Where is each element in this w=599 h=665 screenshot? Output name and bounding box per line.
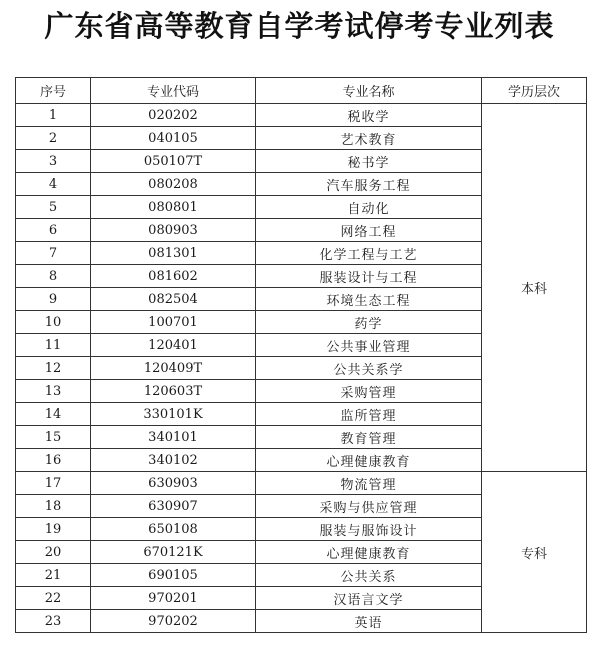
major-name-cell: 监所管理 xyxy=(256,403,482,426)
serial-number-cell: 23 xyxy=(16,610,91,633)
major-name-cell: 汉语言文学 xyxy=(256,587,482,610)
major-name-cell: 自动化 xyxy=(256,196,482,219)
serial-number-cell: 14 xyxy=(16,403,91,426)
serial-number-cell: 11 xyxy=(16,334,91,357)
major-name-cell: 公共事业管理 xyxy=(256,334,482,357)
major-name-cell: 心理健康教育 xyxy=(256,541,482,564)
serial-number-cell: 8 xyxy=(16,265,91,288)
serial-number-cell: 17 xyxy=(16,472,91,495)
major-code-cell: 080208 xyxy=(91,173,256,196)
education-level-cell: 专科 xyxy=(482,472,587,633)
major-code-cell: 120603T xyxy=(91,380,256,403)
serial-number-cell: 7 xyxy=(16,242,91,265)
major-code-cell: 970201 xyxy=(91,587,256,610)
major-name-cell: 心理健康教育 xyxy=(256,449,482,472)
table-row xyxy=(16,472,587,495)
table-body xyxy=(16,104,587,633)
major-code-cell: 080903 xyxy=(91,219,256,242)
education-level-cell: 本科 xyxy=(482,104,587,472)
major-code-cell: 120409T xyxy=(91,357,256,380)
major-name-cell: 服装与服饰设计 xyxy=(256,518,482,541)
serial-number-cell: 13 xyxy=(16,380,91,403)
header-education-level: 学历层次 xyxy=(482,78,587,104)
header-major-code: 专业代码 xyxy=(91,78,256,104)
major-name-cell: 英语 xyxy=(256,610,482,633)
header-serial-number: 序号 xyxy=(16,78,91,104)
major-code-cell: 080801 xyxy=(91,196,256,219)
major-name-cell: 艺术教育 xyxy=(256,127,482,150)
serial-number-cell: 5 xyxy=(16,196,91,219)
header-major-name: 专业名称 xyxy=(256,78,482,104)
serial-number-cell: 15 xyxy=(16,426,91,449)
major-name-cell: 网络工程 xyxy=(256,219,482,242)
serial-number-cell: 2 xyxy=(16,127,91,150)
serial-number-cell: 9 xyxy=(16,288,91,311)
major-code-cell: 050107T xyxy=(91,150,256,173)
major-code-cell: 670121K xyxy=(91,541,256,564)
serial-number-cell: 20 xyxy=(16,541,91,564)
serial-number-cell: 10 xyxy=(16,311,91,334)
major-code-cell: 330101K xyxy=(91,403,256,426)
major-code-cell: 630903 xyxy=(91,472,256,495)
major-code-cell: 690105 xyxy=(91,564,256,587)
major-name-cell: 采购管理 xyxy=(256,380,482,403)
major-code-cell: 100701 xyxy=(91,311,256,334)
serial-number-cell: 1 xyxy=(16,104,91,127)
serial-number-cell: 21 xyxy=(16,564,91,587)
major-code-cell: 082504 xyxy=(91,288,256,311)
major-code-cell: 970202 xyxy=(91,610,256,633)
serial-number-cell: 12 xyxy=(16,357,91,380)
major-code-cell: 340101 xyxy=(91,426,256,449)
major-name-cell: 教育管理 xyxy=(256,426,482,449)
major-code-cell: 081301 xyxy=(91,242,256,265)
major-code-cell: 630907 xyxy=(91,495,256,518)
major-name-cell: 药学 xyxy=(256,311,482,334)
major-name-cell: 秘书学 xyxy=(256,150,482,173)
serial-number-cell: 16 xyxy=(16,449,91,472)
major-code-cell: 120401 xyxy=(91,334,256,357)
major-code-cell: 040105 xyxy=(91,127,256,150)
major-code-cell: 650108 xyxy=(91,518,256,541)
major-name-cell: 公共关系 xyxy=(256,564,482,587)
major-name-cell: 服装设计与工程 xyxy=(256,265,482,288)
majors-table xyxy=(15,77,587,633)
serial-number-cell: 22 xyxy=(16,587,91,610)
major-name-cell: 环境生态工程 xyxy=(256,288,482,311)
serial-number-cell: 18 xyxy=(16,495,91,518)
major-name-cell: 采购与供应管理 xyxy=(256,495,482,518)
serial-number-cell: 6 xyxy=(16,219,91,242)
serial-number-cell: 3 xyxy=(16,150,91,173)
major-code-cell: 081602 xyxy=(91,265,256,288)
major-name-cell: 物流管理 xyxy=(256,472,482,495)
table-row xyxy=(16,104,587,127)
page-title: 广东省高等教育自学考试停考专业列表 xyxy=(44,9,555,43)
major-name-cell: 汽车服务工程 xyxy=(256,173,482,196)
major-code-cell: 020202 xyxy=(91,104,256,127)
major-name-cell: 公共关系学 xyxy=(256,357,482,380)
table-header-row xyxy=(16,78,587,104)
serial-number-cell: 4 xyxy=(16,173,91,196)
major-name-cell: 税收学 xyxy=(256,104,482,127)
major-code-cell: 340102 xyxy=(91,449,256,472)
major-name-cell: 化学工程与工艺 xyxy=(256,242,482,265)
serial-number-cell: 19 xyxy=(16,518,91,541)
